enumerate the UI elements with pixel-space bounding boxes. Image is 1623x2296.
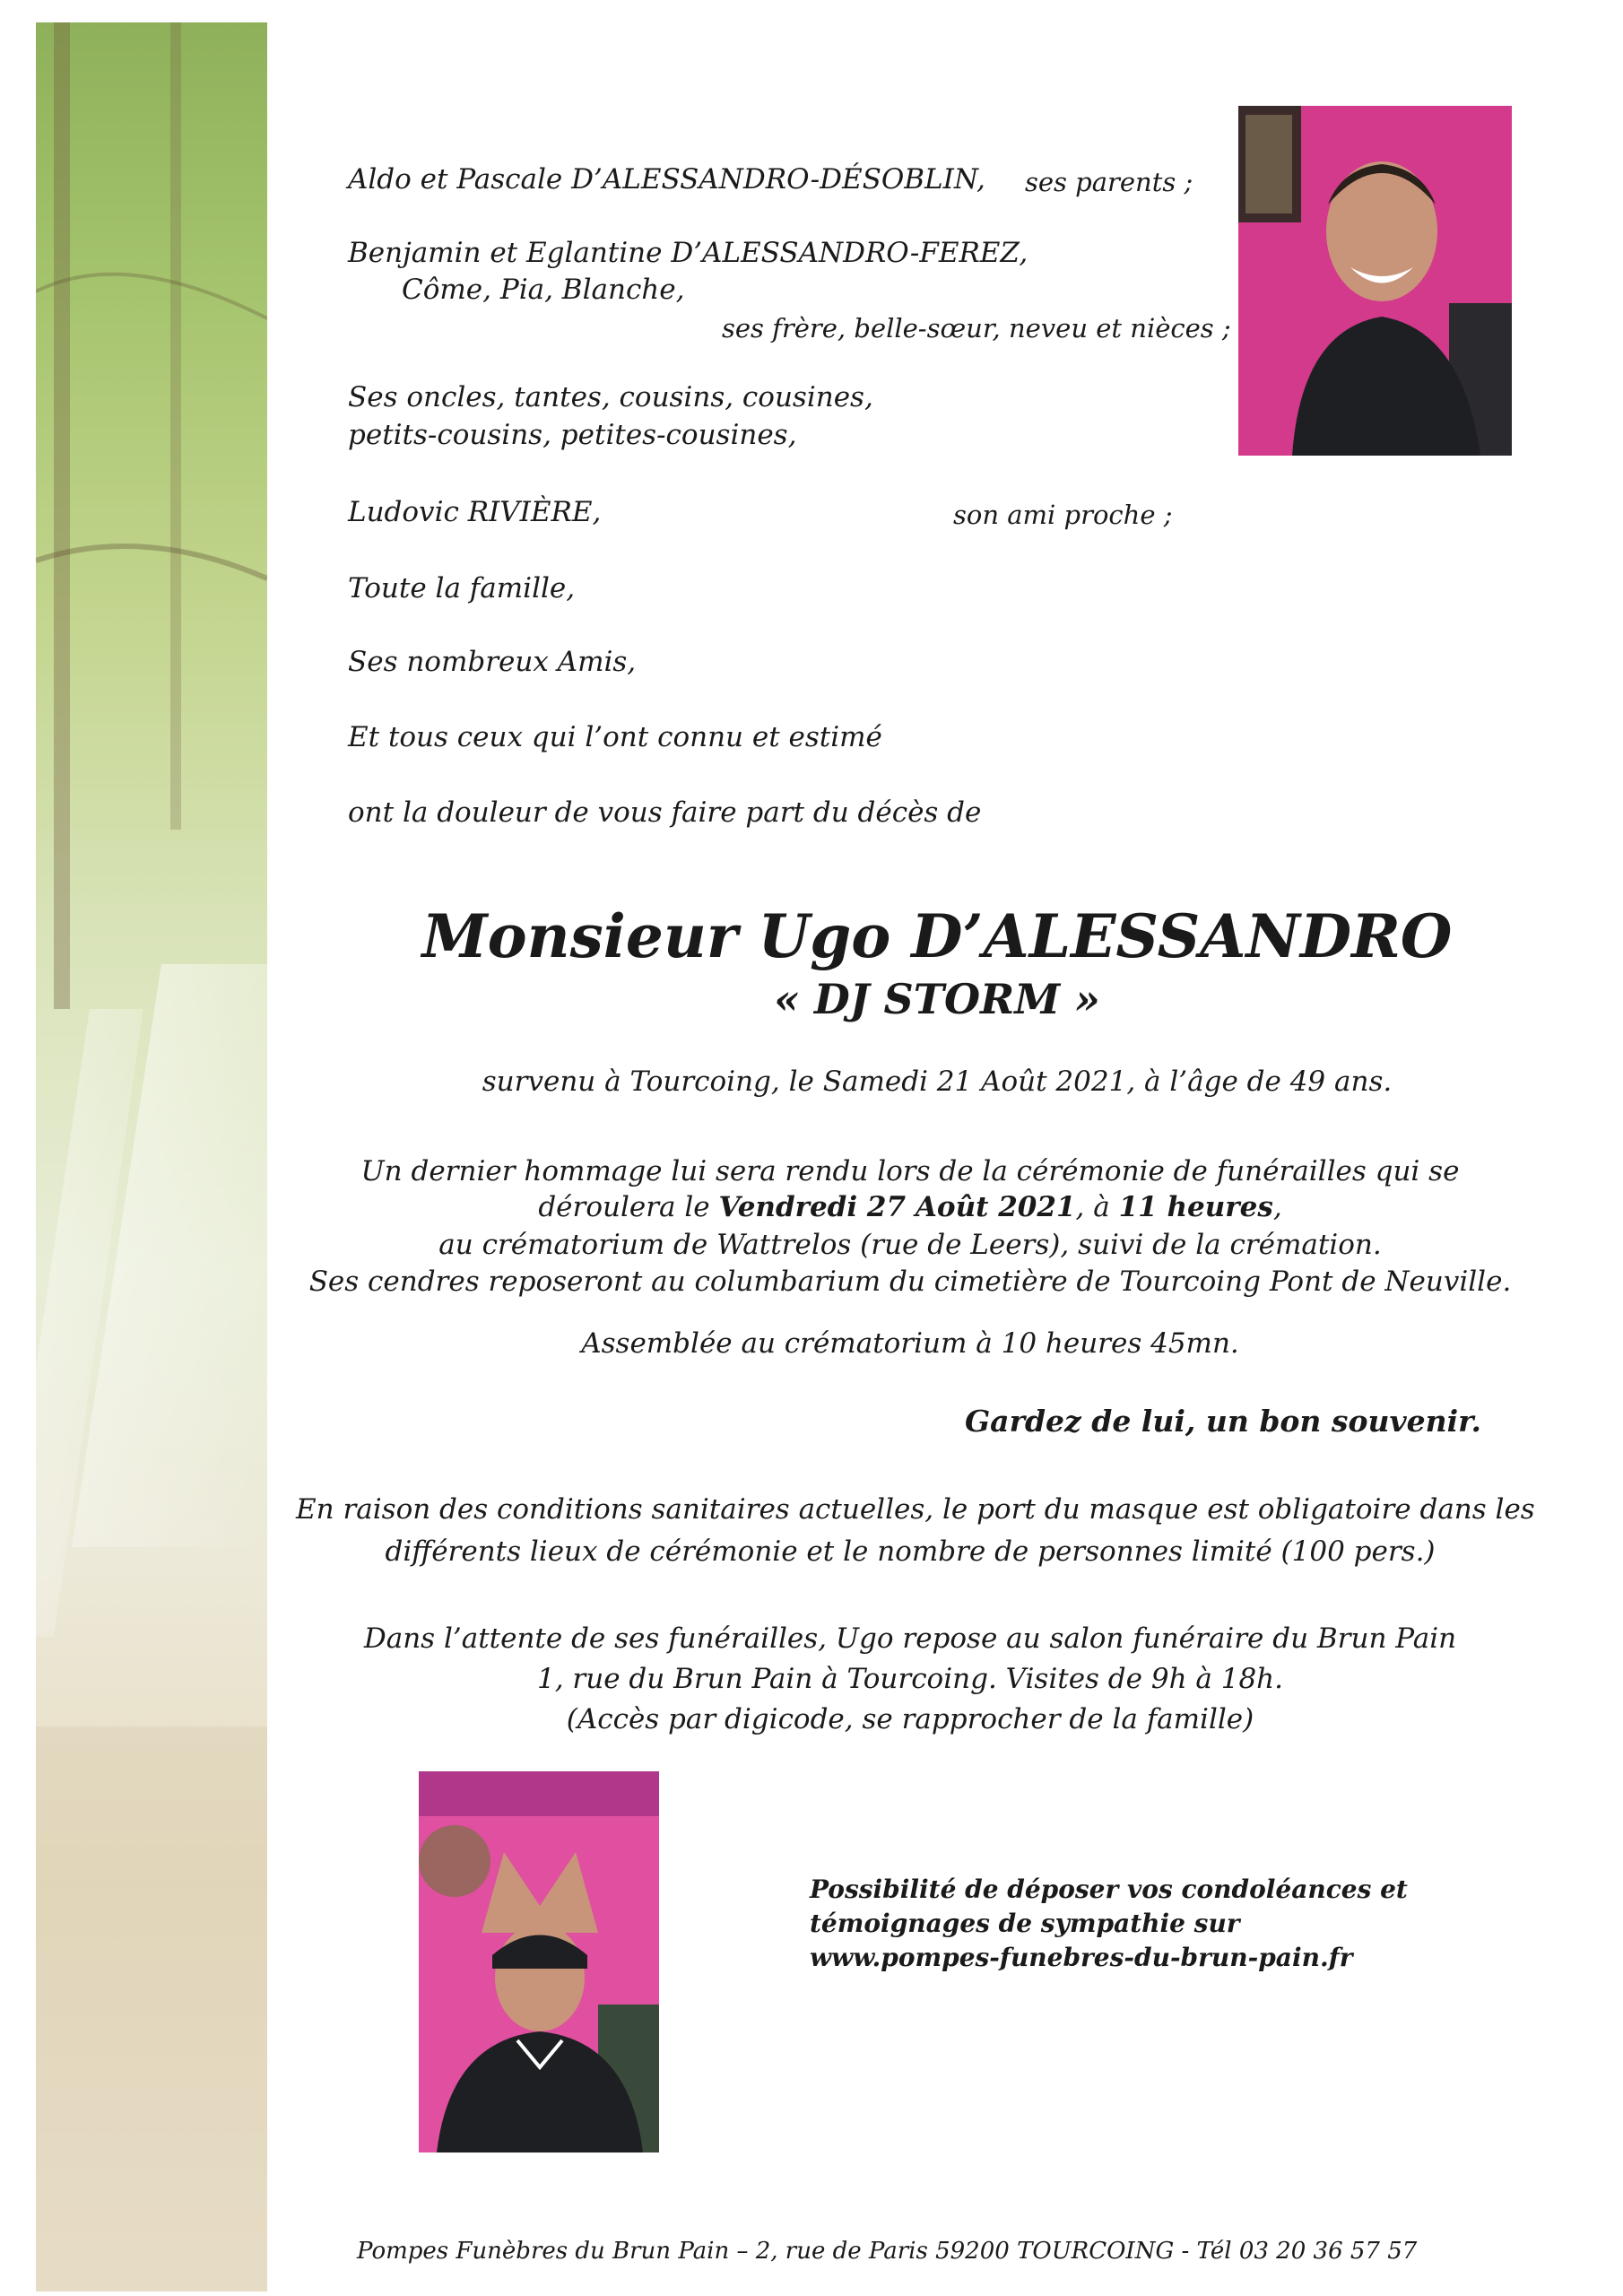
siblings-names: Benjamin et Eglantine D’ALESSANDRO-FEREZ, — [348, 237, 1028, 269]
portrait-photo-top — [1238, 106, 1512, 456]
visit-line-1: Dans l’attente de ses funérailles, Ugo repose au salon funéraire du Brun Pain — [363, 1622, 1457, 1655]
many-friends: Ses nombreux Amis, — [348, 646, 637, 678]
ceremony-time: 11 heures — [1118, 1191, 1273, 1223]
relatives-line-1: Ses oncles, tantes, cousins, cousines, — [348, 381, 873, 413]
ceremony-line-2-post: , — [1272, 1191, 1282, 1223]
death-info: survenu à Tourcoing, le Samedi 21 Août 2021, à l’âge de 49 ans. — [482, 1065, 1393, 1098]
siblings-children: Côme, Pia, Blanche, — [402, 274, 685, 306]
sanitary-line-1: En raison des conditions sanitaires actuelles, le port du masque est obligatoire dans les — [296, 1493, 1535, 1526]
portrait-photo-bottom — [419, 1771, 659, 2152]
parents-names: Aldo et Pascale D’ALESSANDRO-DÉSOBLIN, — [348, 163, 985, 196]
all-who-knew: Et tous ceux qui l’ont connu et estimé — [348, 721, 882, 753]
assembly-line: Assemblée au crématorium à 10 heures 45mn. — [581, 1327, 1239, 1360]
ceremony-date: Vendredi 27 Août 2021 — [718, 1191, 1076, 1223]
whole-family: Toute la famille, — [348, 572, 576, 604]
ceremony-line-1: Un dernier hommage lui sera rendu lors de la cérémonie de funérailles qui se — [360, 1155, 1460, 1187]
visit-line-3: (Accès par digicode, se rapprocher de la famille) — [566, 1703, 1254, 1735]
relatives-line-2: petits-cousins, petites-cousines, — [348, 419, 797, 451]
forest-side-image — [36, 22, 267, 2292]
ceremony-line-2 — [305, 1191, 1515, 1224]
ceremony-line-4: Ses cendres reposeront au columbarium du cimetière de Tourcoing Pont de Neuville. — [308, 1265, 1512, 1298]
memory-line: Gardez de lui, un bon souvenir. — [965, 1404, 1482, 1439]
condolences-line-2: témoignages de sympathie sur — [810, 1909, 1240, 1938]
footer-funeral-home: Pompes Funèbres du Brun Pain – 2, rue de Paris 59200 TOURCOING - Tél 03 20 36 57 57 — [357, 2238, 1418, 2265]
ceremony-line-2-pre: déroulera le — [538, 1191, 719, 1223]
ceremony-line-2-mid: , à — [1075, 1191, 1119, 1223]
visit-line-2: 1, rue du Brun Pain à Tourcoing. Visites de 9h à 18h. — [537, 1663, 1283, 1695]
deceased-nickname: « DJ STORM » — [774, 975, 1100, 1023]
ceremony-line-3: au crématorium de Wattrelos (rue de Leers), suivi de la crémation. — [438, 1229, 1382, 1261]
friend-name: Ludovic RIVIÈRE, — [348, 496, 602, 528]
condolences-line-1: Possibilité de déposer vos condoléances et — [810, 1874, 1408, 1904]
siblings-relation: ses frère, belle-sœur, neveu et nièces ; — [722, 313, 1231, 344]
friend-relation: son ami proche ; — [953, 500, 1173, 530]
sanitary-line-2: différents lieux de cérémonie et le nombre de personnes limité (100 pers.) — [385, 1535, 1436, 1568]
announcement-line: ont la douleur de vous faire part du décès de — [348, 796, 982, 829]
condolences-website[interactable]: www.pompes-funebres-du-brun-pain.fr — [810, 1943, 1353, 1972]
parents-relation: ses parents ; — [1025, 167, 1193, 197]
deceased-name: Monsieur Ugo D’ALESSANDRO — [421, 901, 1453, 971]
